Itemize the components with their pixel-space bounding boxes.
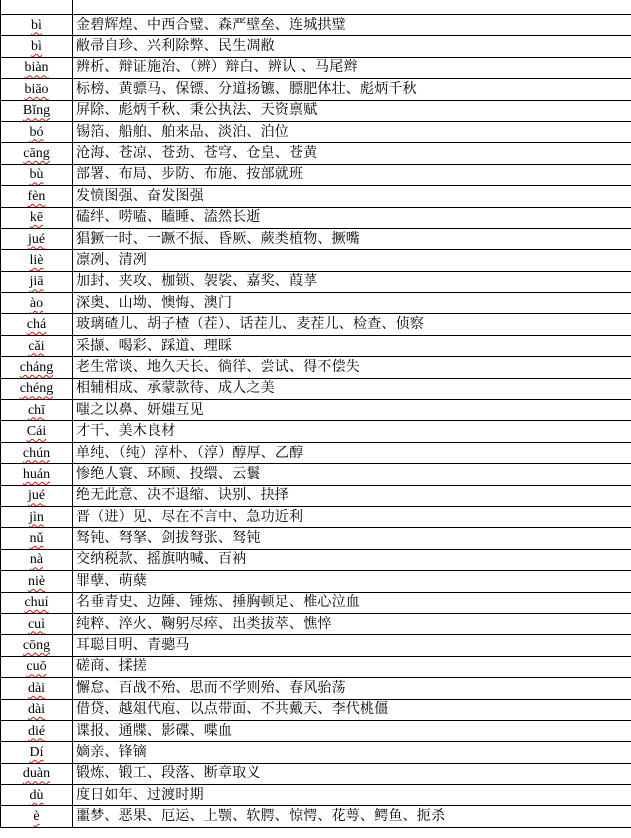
table-row [1, 228, 631, 249]
pinyin-cell: dié [1, 720, 73, 741]
words-cell: 度日如年、过渡时期 [73, 785, 631, 806]
top-cell-words [73, 0, 631, 15]
table-row [1, 421, 631, 442]
table-row [1, 57, 631, 78]
table-row [1, 528, 631, 549]
table-row [1, 806, 631, 827]
table-body [1, 0, 631, 827]
words-cell: 锡箔、船舶、舶来品、淡泊、泊位 [73, 121, 631, 142]
words-cell: 嫡亲、锋镝 [73, 742, 631, 763]
table-row [1, 378, 631, 399]
table-row [1, 186, 631, 207]
words-cell: 凛冽、清冽 [73, 250, 631, 271]
words-cell: 锻炼、锻工、段落、断章取义 [73, 763, 631, 784]
table-row [1, 314, 631, 335]
words-cell: 加封、夹攻、枷锁、袈裟、嘉奖、葭莩 [73, 271, 631, 292]
words-cell: 老生常谈、地久天长、徜徉、尝试、得不偿失 [73, 357, 631, 378]
pinyin-cell: chī [1, 400, 73, 421]
words-cell: 才干、美木良材 [73, 421, 631, 442]
words-cell: 磋商、揉搓 [73, 656, 631, 677]
pinyin-cell: dài [1, 699, 73, 720]
pinyin-cell: nà [1, 549, 73, 570]
pinyin-cell: è [1, 806, 73, 827]
words-cell: 辨析、辩证施治、（辨）辩白、辨认 、马尾辫 [73, 57, 631, 78]
pinyin-cell: chéng [1, 378, 73, 399]
pinyin-cell: cāng [1, 143, 73, 164]
pinyin-cell: fèn [1, 186, 73, 207]
table-row [1, 485, 631, 506]
pinyin-cell: duàn [1, 763, 73, 784]
words-cell: 晋（进）见、尽在不言中、急功近利 [73, 506, 631, 527]
pinyin-cell: cháng [1, 357, 73, 378]
table-row [1, 293, 631, 314]
pinyin-cell: cǎi [1, 335, 73, 356]
pinyin-cell: chá [1, 314, 73, 335]
table-row [1, 656, 631, 677]
words-cell: 嗤之以鼻、妍媸互见 [73, 400, 631, 421]
words-cell: 沧海、苍凉、苍劲、苍穹、仓皇、苍黄 [73, 143, 631, 164]
table-row [1, 357, 631, 378]
words-cell: 谍报、通牒、影碟、喋血 [73, 720, 631, 741]
table-row [1, 164, 631, 185]
table-row [1, 143, 631, 164]
pinyin-cell: cuì [1, 613, 73, 634]
table-top-row [1, 0, 631, 15]
table-row [1, 207, 631, 228]
pinyin-cell: huán [1, 464, 73, 485]
pinyin-cell: nǔ [1, 528, 73, 549]
pinyin-cell: jué [1, 485, 73, 506]
pinyin-cell: kē [1, 207, 73, 228]
pinyin-cell: biāo [1, 79, 73, 100]
table-row [1, 613, 631, 634]
words-cell: 绝无此意、决不退缩、诀别、抉择 [73, 485, 631, 506]
pinyin-cell: jìn [1, 506, 73, 527]
words-cell: 噩梦、恶果、厄运、上颚、软腭、惊愕、花萼、鳄鱼、扼杀 [73, 806, 631, 827]
words-cell: 磕绊、唠嗑、瞌睡、溘然长逝 [73, 207, 631, 228]
pinyin-cell: Bǐng [1, 100, 73, 121]
table-row [1, 549, 631, 570]
words-cell: 发愤图强、奋发图强 [73, 186, 631, 207]
pinyin-cell: biàn [1, 57, 73, 78]
pinyin-cell: dài [1, 678, 73, 699]
words-cell: 惨绝人寰、环顾、投缳、云鬟 [73, 464, 631, 485]
table-row [1, 121, 631, 142]
top-cell-pinyin [1, 0, 73, 15]
words-cell: 部署、布局、步防、布施、按部就班 [73, 164, 631, 185]
words-cell: 名垂青史、边陲、锤炼、捶胸顿足、椎心泣血 [73, 592, 631, 613]
table-row [1, 785, 631, 806]
pinyin-cell: bì [1, 15, 73, 36]
table-row [1, 36, 631, 57]
table-row [1, 678, 631, 699]
pinyin-cell: dù [1, 785, 73, 806]
pinyin-cell: jiā [1, 271, 73, 292]
words-cell: 采撷、喝彩、踩道、理睬 [73, 335, 631, 356]
table-row [1, 635, 631, 656]
table-row [1, 592, 631, 613]
words-cell: 屏除、彪炳千秋、秉公执法、天资禀赋 [73, 100, 631, 121]
words-cell: 纯粹、淬火、鞠躬尽瘁、出类拔萃、憔悴 [73, 613, 631, 634]
table-row [1, 699, 631, 720]
pinyin-cell: chuí [1, 592, 73, 613]
table-row [1, 742, 631, 763]
words-cell: 相辅相成、承蒙款待、成人之美 [73, 378, 631, 399]
table-row [1, 250, 631, 271]
table-row [1, 571, 631, 592]
words-cell: 金碧辉煌、中西合璧、森严壁垒、连城拱璧 [73, 15, 631, 36]
words-cell: 猖獗一时、一蹶不振、昏厥、蕨类植物、撅嘴 [73, 228, 631, 249]
words-cell: 单纯、（纯）淳朴、（淳）醇厚、乙醇 [73, 442, 631, 463]
words-cell: 懈怠、百战不殆、思而不学则殆、春风骀荡 [73, 678, 631, 699]
pinyin-cell: bó [1, 121, 73, 142]
table-row [1, 763, 631, 784]
pinyin-cell: bì [1, 36, 73, 57]
words-cell: 深奥、山坳、懊悔、澳门 [73, 293, 631, 314]
table-row [1, 400, 631, 421]
pinyin-cell: bù [1, 164, 73, 185]
pinyin-cell: cuō [1, 656, 73, 677]
table-row [1, 464, 631, 485]
pinyin-cell: chún [1, 442, 73, 463]
pinyin-cell: ào [1, 293, 73, 314]
words-cell: 标榜、黄骠马、保镖、分道扬镳、膘肥体壮、彪炳千秋 [73, 79, 631, 100]
table-row [1, 720, 631, 741]
pinyin-cell: niè [1, 571, 73, 592]
words-cell: 罪孽、萌蘖 [73, 571, 631, 592]
pinyin-cell: liè [1, 250, 73, 271]
words-cell: 交纳税款、摇旗呐喊、百衲 [73, 549, 631, 570]
pinyin-cell: Dí [1, 742, 73, 763]
pinyin-cell: jué [1, 228, 73, 249]
words-cell: 驽钝、弩拏、剑拔弩张、驽钝 [73, 528, 631, 549]
pinyin-cell: Cái [1, 421, 73, 442]
table-row [1, 79, 631, 100]
pinyin-cell: cōng [1, 635, 73, 656]
table-row [1, 100, 631, 121]
table-row [1, 271, 631, 292]
table-row [1, 335, 631, 356]
words-cell: 玻璃碴儿、胡子楂（茬）、话茬儿、麦茬儿、检查、侦察 [73, 314, 631, 335]
words-cell: 敝帚自珍、兴利除弊、民生凋敝 [73, 36, 631, 57]
words-cell: 耳聪目明、青骢马 [73, 635, 631, 656]
table-row [1, 506, 631, 527]
table-row [1, 15, 631, 36]
table-row [1, 442, 631, 463]
words-cell: 借贷、越俎代庖、以点带面、不共戴天、李代桃僵 [73, 699, 631, 720]
